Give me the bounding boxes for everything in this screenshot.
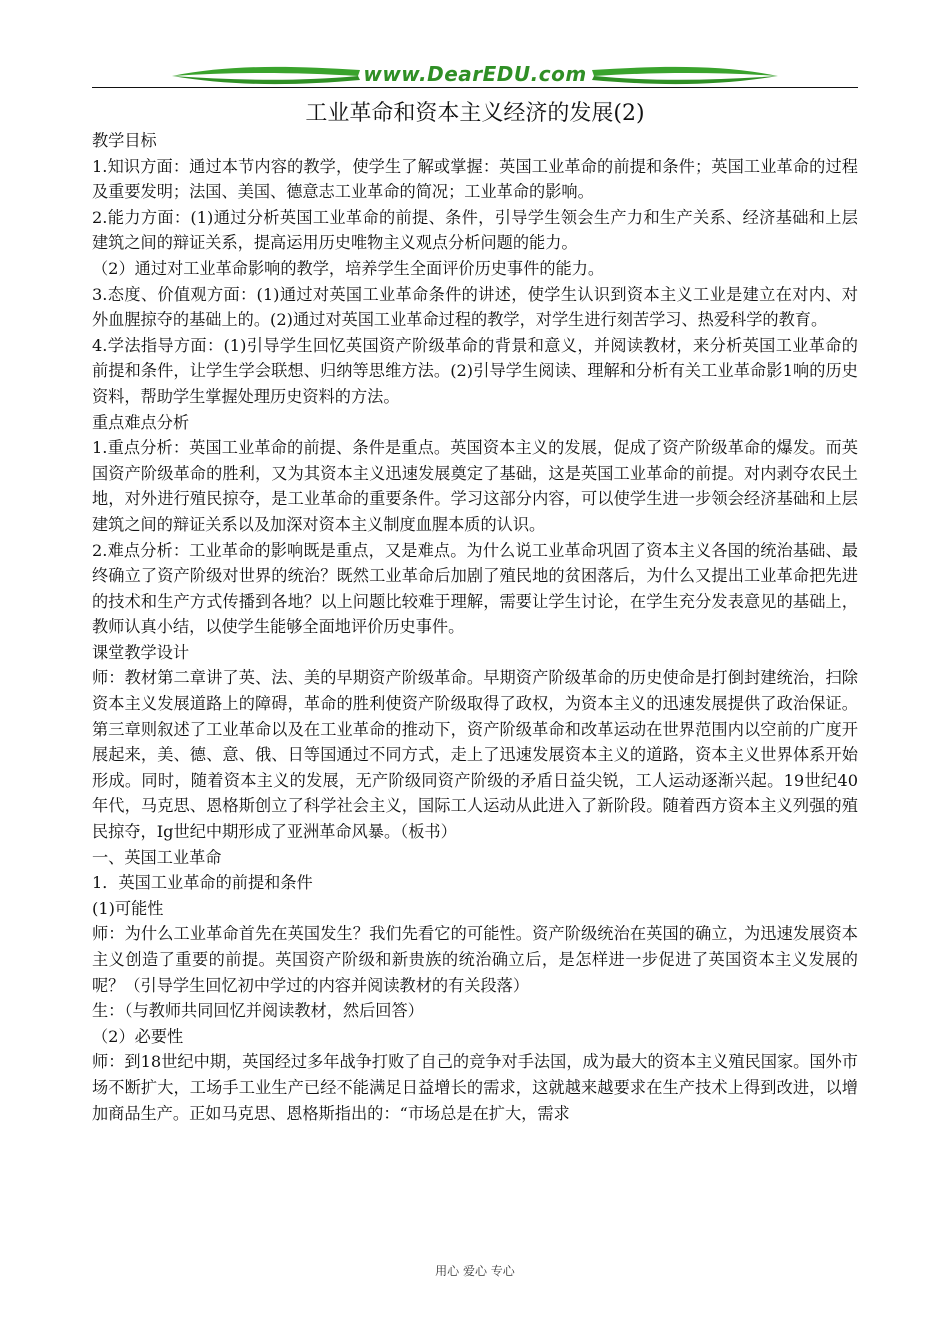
- page-footer: 用心 爱心 专心: [435, 1264, 515, 1278]
- paragraph: 生：（与教师共同回忆并阅读教材，然后回答）: [92, 1001, 424, 1021]
- paragraph: 师：教材第二章讲了英、法、美的早期资产阶级革命。早期资产阶级革命的历史使命是打倒封建统治，扫除资本主义发展道路上的障碍，革命的胜利使资产阶级取得了政权，为资本主义的迅速发展提供了政治保证。第三章则叙述了工业革命以及在工业革命的推动下，资产阶级革命和改革运动在世界范围内以空前的广度开展起来，美、德、意、俄、日等国通过不同方式，走上了迅速发展资本主义的道路，资本主义世界体系开始形成。同时，随着资本主义的发展，无产阶级同资产阶级的矛盾日益尖锐，工人运动逐渐兴起。19世纪40年代，马克思、恩格斯创立了科学社会主义，国际工人运动从此进入了新阶段。随着西方资本主义列强的殖民掠夺，Ig世纪中期形成了亚洲革命风暴。（板书）: [92, 668, 858, 842]
- paragraph: （2）通过对工业革命影响的教学，培养学生全面评价历史事件的能力。: [92, 258, 605, 278]
- subheading: 1．英国工业革命的前提和条件: [92, 873, 313, 893]
- paragraph: 1.知识方面：通过本节内容的教学，使学生了解或掌握：英国工业革命的前提和条件；英国工业革命的过程及重要发明；法国、美国、德意志工业革命的简况；工业革命的影响。: [92, 156, 858, 202]
- site-url: www.DearEDU.com: [363, 62, 587, 86]
- paragraph: 师：为什么工业革命首先在英国发生？我们先看它的可能性。资产阶级统治在英国的确立，为迅速发展资本主义创造了重要的前提。英国资产阶级和新贵族的统治确立后，是怎样进一步促进了英国资本主义发展的呢？（引导学生回忆初中学过的内容并阅读教材的有关段落）: [92, 924, 858, 995]
- paragraph: 师：到18世纪中期，英国经过多年战争打败了自己的竞争对手法国，成为最大的资本主义殖民国家。国外市场不断扩大，工场手工业生产已经不能满足日益增长的需求，这就越来越要求在生产技术上得到改进，以增加商品生产。正如马克思、恩格斯指出的：“市场总是在扩大，需求: [92, 1052, 858, 1123]
- paragraph: 2.难点分析：工业革命的影响既是重点，又是难点。为什么说工业革命巩固了资本主义各国的统治基础、最终确立了资产阶级对世界的统治？既然工业革命后加剧了殖民地的贫困落后，为什么又提出工业革命把先进的技术和生产方式传播到各地？以上问题比较难于理解，需要让学生讨论，在学生充分发表意见的基础上，教师认真小结，以使学生能够全面地评价历史事件。: [92, 540, 858, 637]
- section-heading-part-one: 一、英国工业革命: [92, 847, 222, 867]
- section-heading-key-points: 重点难点分析: [92, 412, 190, 432]
- paragraph: 4.学法指导方面：(1)引导学生回忆英国资产阶级革命的背景和意义，并阅读教材，来分析英国工业革命的前提和条件，让学生学会联想、归纳等思维方法。(2)引导学生阅读、理解和分析有关工业革命影1响的历史资料，帮助学生掌握处理历史资料的方法。: [92, 335, 858, 406]
- document-body: [92, 128, 858, 1126]
- section-heading-lesson-design: 课堂教学设计: [92, 642, 190, 662]
- section-heading-objectives: 教学目标: [92, 131, 157, 150]
- subheading: （2）必要性: [92, 1026, 184, 1046]
- header-divider: [92, 87, 858, 88]
- site-header-banner: [92, 60, 858, 90]
- subheading: (1)可能性: [92, 898, 164, 918]
- document-title: 工业革命和资本主义经济的发展(2): [305, 101, 645, 126]
- paragraph: 3.态度、价值观方面：(1)通过对英国工业革命条件的讲述，使学生认识到资本主义工业是建立在对内、对外血腥掠夺的基础上的。(2)通过对英国工业革命过程的教学，对学生进行刻苦学习、热爱科学的教育。: [92, 284, 858, 330]
- paragraph: 2.能力方面：(1)通过分析英国工业革命的前提、条件，引导学生领会生产力和生产关系、经济基础和上层建筑之间的辩证关系，提高运用历史唯物主义观点分析问题的能力。: [92, 207, 858, 253]
- paragraph: 1.重点分析：英国工业革命的前提、条件是重点。英国资本主义的发展，促成了资产阶级革命的爆发。而英国资产阶级革命的胜利，又为其资本主义迅速发展奠定了基础，这是英国工业革命的前提。对内剥夺农民土地，对外进行殖民掠夺，是工业革命的重要条件。学习这部分内容，可以使学生进一步领会经济基础和上层建筑之间的辩证关系以及加深对资本主义制度血腥本质的认识。: [92, 438, 858, 534]
